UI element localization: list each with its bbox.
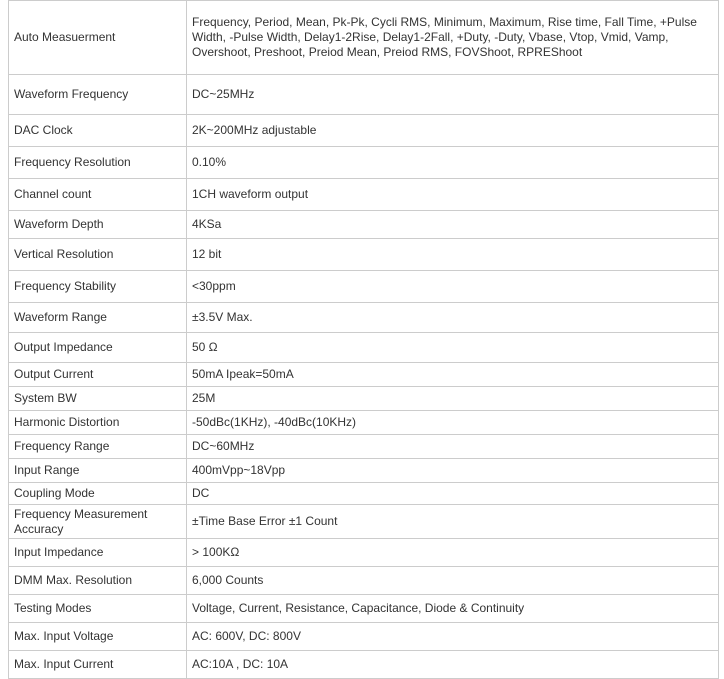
- spec-value: 0.10%: [187, 147, 719, 179]
- spec-label: DMM Max. Resolution: [9, 567, 187, 595]
- table-row: [9, 435, 719, 459]
- spec-label: Output Impedance: [9, 333, 187, 363]
- spec-value: ±3.5V Max.: [187, 303, 719, 333]
- spec-value: 6,000 Counts: [187, 567, 719, 595]
- spec-label: Frequency Measurement Accuracy: [9, 505, 187, 539]
- spec-value: 2K~200MHz adjustable: [187, 115, 719, 147]
- spec-label: Frequency Resolution: [9, 147, 187, 179]
- spec-value: -50dBc(1KHz), -40dBc(10KHz): [187, 411, 719, 435]
- spec-label: Waveform Range: [9, 303, 187, 333]
- table-row: [9, 363, 719, 387]
- spec-value: AC: 600V, DC: 800V: [187, 623, 719, 651]
- spec-label: Waveform Depth: [9, 211, 187, 239]
- table-row: [9, 483, 719, 505]
- table-row: [9, 147, 719, 179]
- spec-value: 1CH waveform output: [187, 179, 719, 211]
- spec-value: 12 bit: [187, 239, 719, 271]
- table-row: [9, 75, 719, 115]
- table-row: [9, 303, 719, 333]
- spec-label: Frequency Range: [9, 435, 187, 459]
- table-row: [9, 411, 719, 435]
- spec-value: > 100KΩ: [187, 539, 719, 567]
- spec-label: Harmonic Distortion: [9, 411, 187, 435]
- spec-value: 50mA Ipeak=50mA: [187, 363, 719, 387]
- spec-value: AC:10A , DC: 10A: [187, 651, 719, 679]
- table-row: [9, 567, 719, 595]
- table-row: [9, 179, 719, 211]
- spec-label: System BW: [9, 387, 187, 411]
- table-row: [9, 211, 719, 239]
- spec-label: Max. Input Current: [9, 651, 187, 679]
- spec-value: Voltage, Current, Resistance, Capacitance, Diode & Continuity: [187, 595, 719, 623]
- table-row: [9, 459, 719, 483]
- spec-label: Input Range: [9, 459, 187, 483]
- spec-label: Waveform Frequency: [9, 75, 187, 115]
- table-row: [9, 271, 719, 303]
- spec-label: Input Impedance: [9, 539, 187, 567]
- spec-value: 50 Ω: [187, 333, 719, 363]
- spec-value: 400mVpp~18Vpp: [187, 459, 719, 483]
- spec-label: Max. Input Voltage: [9, 623, 187, 651]
- table-row: [9, 623, 719, 651]
- spec-label: Output Current: [9, 363, 187, 387]
- spec-value: ±Time Base Error ±1 Count: [187, 505, 719, 539]
- spec-label: Frequency Stability: [9, 271, 187, 303]
- table-row: [9, 115, 719, 147]
- spec-value: DC~60MHz: [187, 435, 719, 459]
- spec-label: Coupling Mode: [9, 483, 187, 505]
- spec-label: Vertical Resolution: [9, 239, 187, 271]
- spec-value: 25M: [187, 387, 719, 411]
- spec-label: Testing Modes: [9, 595, 187, 623]
- spec-value: <30ppm: [187, 271, 719, 303]
- table-row: [9, 505, 719, 539]
- spec-value: Frequency, Period, Mean, Pk-Pk, Cycli RMS, Minimum, Maximum, Rise time, Fall Time, +Pulse Width, -Pulse Width, Delay1-2Rise, Delay1-2Fall, +Duty, -Duty, Vbase, Vtop, Vmid, Vamp, Overshoot, Preshoot, Preiod Mean, Preiod RMS, FOVShoot, RPREShoot: [187, 1, 719, 75]
- spec-label: Auto Measuerment: [9, 1, 187, 75]
- table-row: [9, 1, 719, 75]
- table-row: [9, 387, 719, 411]
- spec-table: [8, 0, 719, 679]
- spec-label: DAC Clock: [9, 115, 187, 147]
- spec-value: DC~25MHz: [187, 75, 719, 115]
- table-row: [9, 239, 719, 271]
- spec-value: DC: [187, 483, 719, 505]
- table-row: [9, 539, 719, 567]
- table-row: [9, 595, 719, 623]
- spec-value: 4KSa: [187, 211, 719, 239]
- table-row: [9, 333, 719, 363]
- spec-label: Channel count: [9, 179, 187, 211]
- table-row: [9, 651, 719, 679]
